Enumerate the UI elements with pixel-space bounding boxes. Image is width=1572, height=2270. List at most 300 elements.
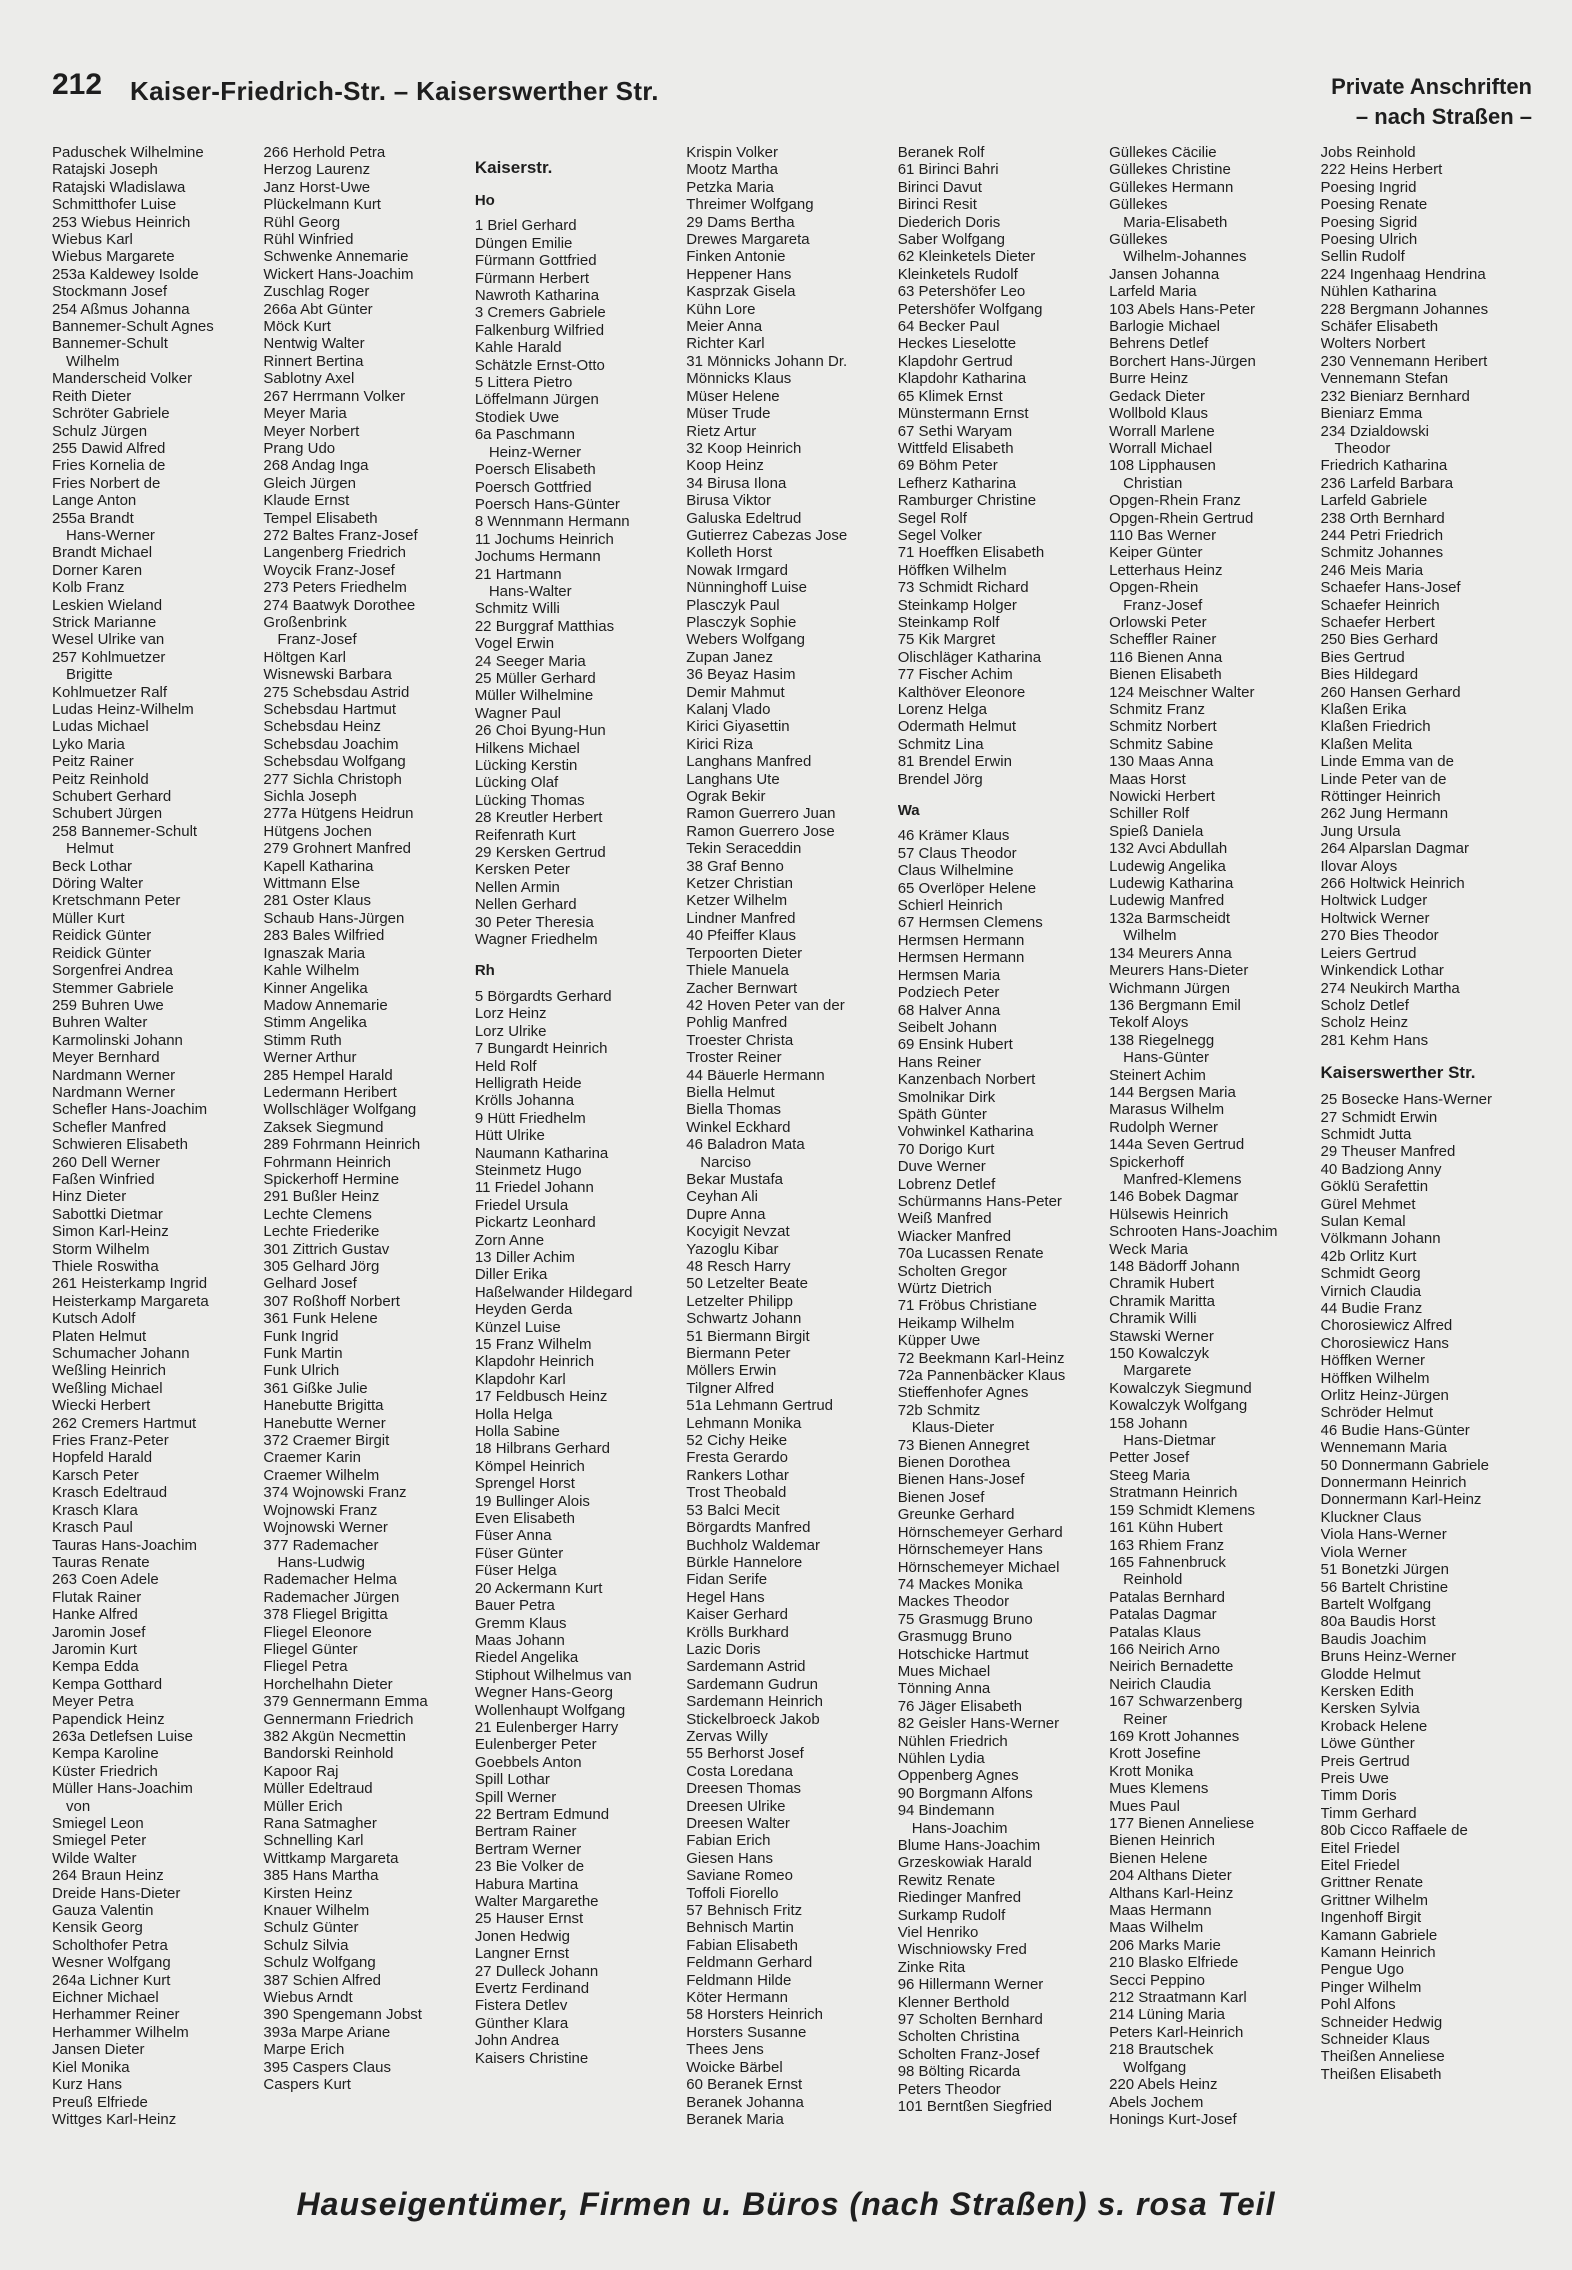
directory-entry: 267 Herrmann Volker [263, 387, 406, 405]
directory-entry: Herhammer Wilhelm [52, 2023, 189, 2041]
directory-entry: Meyer Maria [263, 405, 347, 423]
directory-entry: Fürmann Gottfried [474, 252, 597, 270]
directory-entry: Beck Lothar [52, 857, 133, 875]
directory-entry: Spieß Daniela [1109, 822, 1204, 840]
directory-entry: Fliegel Günter [263, 1640, 358, 1658]
directory-entry: Vogel Erwin [474, 635, 555, 653]
directory-entry: Ratajski Joseph [52, 161, 158, 179]
directory-entry: Eichner Michael [52, 1989, 159, 2007]
directory-entry: Odermath Helmut [897, 718, 1017, 736]
directory-entry: 21 Eulenberger Harry [474, 1718, 619, 1736]
street-heading: Kaiserstr. [474, 158, 553, 177]
directory-entry: Heisterkamp Margareta [52, 1292, 209, 1310]
directory-entry: Wittkamp Margareta [263, 1849, 399, 1867]
directory-entry: 144 Bergsen Maria [1109, 1083, 1236, 1101]
directory-entry: 232 Bieniarz Bernhard [1320, 387, 1470, 405]
directory-entry: 29 Theuser Manfred [1320, 1143, 1456, 1161]
directory-entry: Friedrich Katharina [1320, 457, 1448, 475]
directory-entry: Wiebus Karl [52, 231, 133, 249]
directory-entry: Sablotny Axel [263, 370, 355, 388]
directory-entry: 138 Riegelnegg [1109, 1031, 1215, 1049]
directory-entry: 71 Hoeffken Elisabeth [897, 544, 1045, 562]
directory-entry: Poesing Sigrid [1320, 213, 1418, 231]
directory-entry: Giesen Hans [686, 1849, 773, 1867]
directory-entry: Röttinger Heinrich [1320, 788, 1441, 806]
directory-entry: Sprengel Horst [474, 1475, 575, 1493]
directory-entry: Baudis Joachim [1320, 1630, 1427, 1648]
directory-entry: Ludewig Manfred [1109, 892, 1225, 910]
directory-entry: Güllekes Hermann [1109, 178, 1234, 196]
directory-entry: Zorn Anne [474, 1231, 545, 1249]
directory-entry: Späth Günter [897, 1105, 987, 1123]
directory-entry: Hermsen Maria [897, 966, 1001, 984]
directory-entry: Toffoli Fiorello [686, 1884, 779, 1902]
directory-entry: 270 Bies Theodor [1320, 927, 1439, 945]
directory-entry: Sorgenfrei Andrea [52, 962, 173, 980]
directory-entry: Schefler Manfred [52, 1118, 167, 1136]
directory-entry: Grittner Renate [1320, 1874, 1424, 1892]
directory-entry: Schäfer Elisabeth [1320, 318, 1439, 336]
directory-entry: Rühl Winfried [263, 231, 354, 249]
directory-entry: Thiele Manuela [686, 962, 789, 980]
directory-entry: Orlitz Heinz-Jürgen [1320, 1387, 1449, 1405]
directory-entry: Schmitz Lina [897, 735, 984, 753]
directory-entry: Winkel Eckhard [686, 1118, 791, 1136]
directory-entry: Weßling Heinrich [52, 1362, 166, 1380]
directory-entry: Reidick Günter [52, 944, 152, 962]
directory-entry: Buhren Walter [52, 1014, 148, 1032]
directory-column [52, 144, 263, 2156]
directory-entry: 23 Bie Volker de [474, 1858, 585, 1876]
directory-entry: 382 Akgün Necmettin [263, 1727, 407, 1745]
directory-entry: Birinci Resit [897, 196, 977, 214]
directory-entry: 264 Braun Heinz [52, 1867, 164, 1885]
directory-entry-continuation: Manfred-Klemens [1123, 1170, 1242, 1188]
directory-entry: Hanebutte Werner [263, 1414, 386, 1432]
directory-entry: Schulz Günter [263, 1919, 359, 1937]
directory-entry: Jansen Dieter [52, 2041, 145, 2059]
directory-entry: Pickartz Leonhard [474, 1214, 596, 1232]
directory-entry: Mootz Martha [686, 161, 778, 179]
directory-entry: Bertram Rainer [474, 1823, 577, 1841]
directory-entry: Horsters Susanne [686, 2023, 807, 2041]
directory-entry: Brandt Michael [52, 544, 153, 562]
directory-entry: 281 Oster Klaus [263, 892, 371, 910]
directory-entry: Wagner Paul [474, 704, 561, 722]
directory-entry: 134 Meurers Anna [1109, 944, 1232, 962]
directory-entry: Kasprzak Gisela [686, 283, 796, 301]
directory-entry: Chramik Hubert [1109, 1275, 1215, 1293]
directory-entry: Wischniowsky Fred [897, 1941, 1027, 1959]
directory-entry: 80a Baudis Horst [1320, 1613, 1436, 1631]
directory-entry: Prang Udo [263, 439, 336, 457]
directory-entry: Zinke Rita [897, 1958, 966, 1976]
directory-entry: 266a Abt Günter [263, 300, 373, 318]
directory-entry: Heppener Hans [686, 265, 792, 283]
directory-entry: 108 Lipphausen [1109, 457, 1216, 475]
directory-entry: Haßelwander Hildegard [474, 1283, 633, 1301]
directory-entry: 377 Rademacher [263, 1536, 379, 1554]
directory-entry: Viel Henriko [897, 1924, 979, 1942]
directory-entry: Marpe Erich [263, 2041, 345, 2059]
directory-entry: Pohl Alfons [1320, 1996, 1396, 2014]
directory-entry: Kroback Helene [1320, 1717, 1428, 1735]
directory-entry: 301 Zittrich Gustav [263, 1240, 390, 1258]
directory-entry: Löwe Günther [1320, 1735, 1415, 1753]
directory-entry: 27 Schmidt Erwin [1320, 1108, 1438, 1126]
directory-entry: Wojnowski Franz [263, 1501, 378, 1519]
directory-entry: Lehmann Monika [686, 1414, 802, 1432]
directory-entry: Funk Martin [263, 1345, 343, 1363]
directory-entry: Podziech Peter [897, 984, 1000, 1002]
directory-entry: Ketzer Wilhelm [686, 892, 788, 910]
directory-entry: Spickerhoff [1109, 1153, 1184, 1171]
directory-entry: Schulz Silvia [263, 1936, 349, 1954]
directory-entry: Poesing Ingrid [1320, 178, 1417, 196]
directory-entry: 77 Fischer Achim [897, 666, 1013, 684]
directory-entry: Steinkamp Holger [897, 596, 1017, 614]
directory-entry: Horchelhahn Dieter [263, 1675, 393, 1693]
directory-entry: 136 Bergmann Emil [1109, 996, 1241, 1014]
directory-entry: Seibelt Johann [897, 1018, 997, 1036]
directory-entry: Füser Günter [474, 1544, 564, 1562]
directory-entry-continuation: von [66, 1797, 91, 1815]
directory-entry: Schätzle Ernst-Otto [474, 356, 605, 374]
directory-entry: Großenbrink [263, 613, 347, 631]
directory-entry: 169 Krott Johannes [1109, 1727, 1240, 1745]
directory-entry: Thiele Roswitha [52, 1258, 159, 1275]
directory-entry: Knauer Wilhelm [263, 1902, 370, 1920]
directory-entry: Saber Wolfgang [897, 231, 1005, 249]
directory-entry: 258 Bannemer-Schult [52, 822, 198, 840]
directory-entry: Linde Peter van de [1320, 770, 1447, 788]
directory-entry: Füser Anna [474, 1527, 552, 1545]
directory-entry: Ramon Guerrero Juan [686, 805, 836, 823]
directory-entry: Wiebus Margarete [52, 248, 175, 266]
directory-entry: Zervas Willy [686, 1727, 768, 1745]
directory-entry: Hütgens Jochen [263, 822, 372, 840]
directory-entry: Funk Ingrid [263, 1327, 339, 1345]
directory-entry: 46 Baladron Mata [686, 1136, 805, 1154]
directory-entry: Holla Helga [474, 1405, 553, 1423]
directory-entry: 75 Kik Margret [897, 631, 996, 649]
directory-entry: 8 Wennmann Hermann [474, 513, 630, 531]
directory-entry: 65 Klimek Ernst [897, 387, 1003, 405]
directory-entry: Riedinger Manfred [897, 1889, 1022, 1907]
directory-entry: Lechte Clemens [263, 1205, 372, 1223]
directory-entry: 255 Dawid Alfred [52, 439, 166, 457]
directory-entry: Gleich Jürgen [263, 474, 356, 492]
directory-entry: Ludewig Katharina [1109, 875, 1234, 893]
directory-entry: Kowalczyk Siegmund [1109, 1379, 1252, 1397]
directory-entry: Jochums Hermann [474, 548, 601, 566]
directory-entry: Kahle Harald [474, 339, 562, 357]
directory-entry: Eulenberger Peter [474, 1736, 597, 1754]
directory-entry: Göklü Serafettin [1320, 1178, 1429, 1196]
directory-entry: Stimm Angelika [263, 1014, 367, 1032]
section-heading: Ho [474, 192, 495, 209]
directory-entry: Möck Kurt [263, 318, 331, 336]
directory-entry: Wittfeld Elisabeth [897, 439, 1014, 457]
directory-entry: Scholten Franz-Josef [897, 2045, 1040, 2063]
directory-entry: Jung Ursula [1320, 822, 1401, 840]
directory-entry: Letterhaus Heinz [1109, 561, 1223, 579]
directory-entry-continuation: Reinhold [1123, 1571, 1183, 1589]
directory-entry: Galuska Edeltrud [686, 509, 802, 527]
directory-entry: Kersken Edith [1320, 1682, 1414, 1700]
directory-entry: Plückelmann Kurt [263, 196, 381, 214]
directory-entry: Schaefer Heinrich [1320, 596, 1440, 614]
directory-entry: 395 Caspers Claus [263, 2058, 391, 2076]
directory-entry: Tekin Seraceddin [686, 840, 802, 858]
directory-entry: Füser Helga [474, 1562, 557, 1580]
directory-entry: 74 Mackes Monika [897, 1575, 1023, 1593]
directory-entry: Schiller Rolf [1109, 805, 1190, 823]
directory-entry: Lindner Manfred [686, 909, 796, 927]
directory-entry: Stockmann Josef [52, 283, 168, 301]
directory-entry: Thees Jens [686, 2041, 764, 2059]
directory-entry: 253a Kaldewey Isolde [52, 265, 199, 283]
directory-entry: Tilgner Alfred [686, 1379, 775, 1397]
directory-entry: 146 Bobek Dagmar [1109, 1188, 1239, 1206]
directory-entry: 272 Baltes Franz-Josef [263, 526, 418, 544]
directory-entry: Völkmann Johann [1320, 1230, 1441, 1248]
directory-entry: Wolters Norbert [1320, 335, 1426, 353]
directory-entry: 73 Bienen Annegret [897, 1436, 1030, 1454]
directory-entry: Kempa Edda [52, 1658, 139, 1676]
directory-entry: Viola Hans-Werner [1320, 1526, 1447, 1544]
directory-column [263, 144, 474, 2156]
directory-entry: Steeg Maria [1109, 1466, 1190, 1484]
directory-entry: Fries Franz-Peter [52, 1432, 169, 1450]
directory-entry: 19 Bullinger Alois [474, 1492, 590, 1510]
directory-entry: Schubert Gerhard [52, 788, 172, 806]
directory-entry: Maas Hermann [1109, 1902, 1212, 1920]
directory-entry: Güllekes Cäcilie [1109, 144, 1217, 161]
directory-entry: 40 Badziong Anny [1320, 1160, 1442, 1178]
directory-entry: Börgardts Manfred [686, 1519, 811, 1537]
directory-entry: 124 Meischner Walter [1109, 683, 1255, 701]
directory-entry: Patalas Bernhard [1109, 1588, 1226, 1606]
directory-entry: 25 Bosecke Hans-Werner [1320, 1091, 1492, 1109]
directory-entry: Müller Wilhelmine [474, 687, 594, 705]
directory-entry: Tauras Hans-Joachim [52, 1536, 198, 1554]
directory-entry: Larfeld Gabriele [1320, 492, 1428, 510]
directory-entry: Höffken Wilhelm [897, 561, 1007, 579]
directory-entry: Preis Uwe [1320, 1769, 1389, 1787]
directory-entry: Claus Wilhelmine [897, 862, 1014, 880]
directory-entry: Rewitz Renate [897, 1871, 996, 1889]
directory-entry: 11 Jochums Heinrich [474, 530, 614, 548]
directory-entry-continuation: Hans-Dietmar [1123, 1432, 1216, 1450]
directory-entry: Müller Edeltraud [263, 1780, 373, 1798]
directory-entry: Schebsdau Joachim [263, 735, 399, 753]
directory-entry: 48 Resch Harry [686, 1258, 791, 1275]
directory-entry: Ketzer Christian [686, 875, 793, 893]
directory-entry: Köter Hermann [686, 1989, 788, 2007]
directory-entry: Klapdohr Karl [474, 1370, 566, 1388]
directory-entry: Friedel Ursula [474, 1196, 569, 1214]
directory-entry: Nardmann Werner [52, 1066, 176, 1084]
directory-entry: Wiecki Herbert [52, 1397, 151, 1415]
directory-entry: Wilde Walter [52, 1849, 137, 1867]
directory-entry: Reifenrath Kurt [474, 826, 576, 844]
directory-entry: 25 Müller Gerhard [474, 669, 596, 687]
directory-entry: Schwenke Annemarie [263, 248, 409, 266]
directory-entry-continuation: Klaus-Dieter [911, 1419, 995, 1437]
directory-entry: Gelhard Josef [263, 1275, 357, 1293]
directory-entry: Troster Reiner [686, 1049, 782, 1067]
directory-entry: 305 Gelhard Jörg [263, 1258, 380, 1275]
directory-entry: Klaude Ernst [263, 492, 350, 510]
directory-entry: Bienen Josef [897, 1488, 985, 1506]
directory-entry: Woicke Bärbel [686, 2058, 783, 2076]
directory-entry: 46 Krämer Klaus [897, 827, 1010, 845]
directory-entry: Diller Erika [474, 1266, 548, 1284]
directory-entry: 255a Brandt [52, 509, 134, 527]
directory-entry: Schmitthofer Luise [52, 196, 177, 214]
directory-entry: Langhans Ute [686, 770, 780, 788]
directory-entry: Patalas Klaus [1109, 1623, 1201, 1641]
directory-entry: Worrall Michael [1109, 439, 1213, 457]
directory-entry: 379 Gennermann Emma [263, 1693, 428, 1711]
directory-entry: Langhans Manfred [686, 753, 812, 771]
page-header [52, 66, 1532, 136]
directory-entry: Höltgen Karl [263, 648, 346, 666]
directory-entry: 361 Gißke Julie [263, 1379, 368, 1397]
directory-entry: 158 Johann [1109, 1414, 1188, 1432]
directory-entry: Stimm Ruth [263, 1031, 342, 1049]
directory-entry: Theißen Elisabeth [1320, 2065, 1442, 2083]
section-heading: Wa [897, 802, 920, 820]
directory-entry: Stieffenhofer Agnes [897, 1384, 1029, 1402]
directory-entry: Meyer Norbert [263, 422, 360, 440]
directory-entry: 64 Becker Paul [897, 318, 1000, 336]
running-head-line-1: Private Anschriften [1331, 74, 1532, 99]
directory-entry: Heikamp Wilhelm [897, 1314, 1015, 1332]
directory-entry: Larfeld Maria [1109, 283, 1197, 301]
directory-entry: Kahle Wilhelm [263, 962, 360, 980]
directory-entry: Evertz Ferdinand [474, 1980, 590, 1998]
directory-entry: Wojnowski Werner [263, 1519, 388, 1537]
directory-entry: Donnermann Heinrich [1320, 1474, 1467, 1492]
directory-entry: 60 Beranek Ernst [686, 2076, 803, 2094]
directory-entry: Schebsdau Heinz [263, 718, 381, 736]
directory-entry: Tekolf Aloys [1109, 1014, 1189, 1032]
page-title: Kaiser-Friedrich-Str. – Kaiserswerther Str. [130, 76, 659, 106]
directory-entry: Krasch Edeltraud [52, 1484, 168, 1502]
directory-entry: 130 Maas Anna [1109, 753, 1214, 771]
directory-entry: Wagner Friedhelm [474, 931, 598, 949]
directory-entry: Stickelbroeck Jakob [686, 1710, 820, 1728]
directory-entry: 63 Petershöfer Leo [897, 283, 1026, 301]
directory-entry: Chorosiewicz Alfred [1320, 1317, 1453, 1335]
directory-entry: 9 Hütt Friedhelm [474, 1109, 586, 1127]
directory-entry: Rana Satmagher [263, 1815, 377, 1832]
directory-entry: Woycik Franz-Josef [263, 561, 395, 579]
directory-entry: Güllekes [1109, 231, 1168, 249]
directory-entry: Sellin Rudolf [1320, 248, 1405, 266]
directory-entry: Chramik Maritta [1109, 1292, 1215, 1310]
directory-entry: 212 Straatmann Karl [1109, 1989, 1247, 2007]
directory-entry: Schubert Jürgen [52, 805, 163, 823]
directory-entry: 50 Donnermann Gabriele [1320, 1456, 1489, 1474]
directory-entry-continuation: Hans-Joachim [911, 1819, 1008, 1837]
directory-entry: Bannemer-Schult [52, 335, 168, 353]
directory-entry: Letzelter Philipp [686, 1292, 793, 1310]
directory-entry: Kolb Franz [52, 579, 125, 597]
directory-entry: Wollbold Klaus [1109, 405, 1209, 423]
directory-entry: 30 Peter Theresia [474, 913, 594, 931]
directory-entry: Ramon Guerrero Jose [686, 822, 835, 840]
directory-entry: Caspers Kurt [263, 2076, 351, 2094]
directory-entry: 27 Dulleck Johann [474, 1962, 599, 1980]
directory-entry: Klenner Berthold [897, 1993, 1010, 2011]
directory-entry: 238 Orth Bernhard [1320, 509, 1445, 527]
directory-entry: Wickert Hans-Joachim [263, 265, 414, 283]
directory-entry: Peitz Rainer [52, 753, 134, 771]
directory-entry: Rudolph Werner [1109, 1118, 1219, 1136]
directory-entry: Müser Helene [686, 387, 780, 405]
directory-entry: 277a Hütgens Heidrun [263, 805, 414, 823]
directory-entry: Kretschmann Peter [52, 892, 181, 910]
directory-entry: Kühn Lore [686, 300, 756, 318]
directory-entry: Abels Jochem [1109, 2093, 1204, 2111]
directory-entry: 283 Bales Wilfried [263, 927, 385, 945]
directory-entry: 250 Bies Gerhard [1320, 631, 1439, 649]
directory-entry: Weiß Manfred [897, 1210, 992, 1228]
directory-entry: Rinnert Bertina [263, 352, 364, 370]
directory-entry: Mues Klemens [1109, 1780, 1209, 1798]
directory-entry: Smiegel Peter [52, 1832, 147, 1850]
directory-entry: Feldmann Hilde [686, 1971, 792, 1989]
directory-entry: Schulz Wolfgang [263, 1954, 376, 1972]
directory-entry: Platen Helmut [52, 1327, 147, 1345]
directory-entry: Behrens Detlef [1109, 335, 1209, 353]
directory-entry: Meier Anna [686, 318, 763, 336]
directory-entry: Lorz Ulrike [474, 1022, 547, 1040]
directory-entry: Mackes Theodor [897, 1593, 1010, 1611]
directory-entry: 257 Kohlmuetzer [52, 648, 166, 666]
directory-entry-continuation: Wilhelm-Johannes [1123, 248, 1247, 266]
directory-column [1109, 144, 1320, 2156]
directory-entry: 82 Geisler Hans-Werner [897, 1715, 1060, 1733]
directory-entry: 36 Beyaz Hasim [686, 666, 796, 684]
directory-entry: Ludewig Angelika [1109, 857, 1226, 875]
directory-entry: Eitel Friedel [1320, 1857, 1400, 1874]
directory-entry: Spill Werner [474, 1788, 557, 1806]
directory-entry: Craemer Wilhelm [263, 1466, 380, 1484]
directory-entry: Poesing Ulrich [1320, 231, 1418, 249]
directory-entry: 73 Schmidt Richard [897, 579, 1029, 597]
directory-entry: Ratajski Wladislawa [52, 178, 186, 196]
directory-entry: Kleinketels Rudolf [897, 265, 1018, 283]
directory-entry: Janz Horst-Uwe [263, 178, 371, 196]
directory-entry: 67 Hermsen Clemens [897, 914, 1043, 932]
directory-entry: Hanke Alfred [52, 1606, 138, 1624]
directory-entry: Funk Ulrich [263, 1362, 340, 1380]
directory-entry: Heyden Gerda [474, 1301, 573, 1319]
directory-entry: Schrooten Hans-Joachim [1109, 1223, 1278, 1241]
directory-entry: 72a Pannenbäcker Klaus [897, 1367, 1066, 1385]
directory-entry: Künzel Luise [474, 1318, 561, 1336]
directory-entry: Opgen-Rhein [1109, 579, 1199, 597]
directory-entry: Opgen-Rhein Franz [1109, 492, 1241, 510]
directory-entry: Glodde Helmut [1320, 1665, 1421, 1683]
directory-entry: Stemmer Gabriele [52, 979, 174, 997]
directory-entry: Bienen Elisabeth [1109, 666, 1222, 684]
directory-entry: Mues Michael [897, 1662, 991, 1680]
